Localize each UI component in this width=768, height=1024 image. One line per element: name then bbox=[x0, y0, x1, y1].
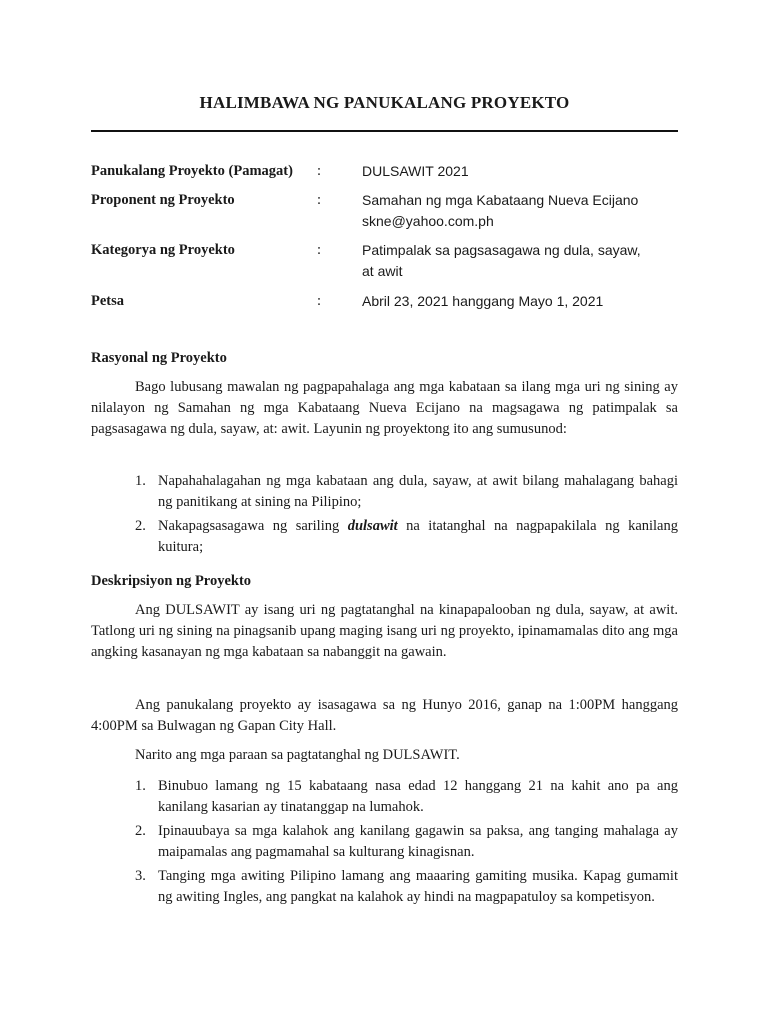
info-value-line: Patimpalak sa pagsasagawa ng dula, sayaw, bbox=[362, 242, 641, 258]
deskripsiyon-paragraph-2: Ang panukalang proyekto ay isasagawa sa ng Hunyo 2016, ganap na 1:00PM hanggang 4:00PM sa Bulwagan ng Gapan City Hall. bbox=[91, 697, 678, 734]
list-item bbox=[91, 821, 678, 863]
list-item bbox=[91, 776, 678, 818]
info-label: Petsa bbox=[91, 293, 125, 309]
rasyonal-list bbox=[91, 471, 678, 558]
deskripsiyon-paragraph-3: Narito ang mga paraan sa pagtatanghal ng DULSAWIT. bbox=[135, 747, 460, 763]
list-text: Binubuo lamang ng 15 kabataang nasa edad 12 hanggang 21 na kahit ano pa ang kanilang kasarian ay tinatanggap na lumahok. bbox=[158, 778, 678, 815]
info-value: Abril 23, 2021 hanggang Mayo 1, 2021 bbox=[362, 293, 604, 309]
info-colon: : bbox=[317, 242, 322, 258]
list-text: Tanging mga awiting Pilipino lamang ang maaaring gamiting musika. Kapag gumamit ng awiting Ingles, ang pangkat na kalahok ay hindi na magpapatuloy sa kompetisyon. bbox=[158, 868, 678, 905]
info-label: Kategorya ng Proyekto bbox=[91, 242, 235, 258]
section-heading-rasyonal: Rasyonal ng Proyekto bbox=[91, 350, 227, 366]
info-value-line: Samahan ng mga Kabataang Nueva Ecijano bbox=[362, 192, 639, 208]
info-value: DULSAWIT 2021 bbox=[362, 163, 469, 179]
list-text: Napahahalagahan ng mga kabataan ang dula, sayaw, at awit bilang mahalagang bahagi ng panitikang at sining na Pilipino; bbox=[158, 473, 678, 510]
list-number: 2. bbox=[135, 823, 146, 839]
info-colon: : bbox=[317, 163, 322, 179]
document-title: HALIMBAWA NG PANUKALANG PROYEKTO bbox=[199, 93, 570, 112]
list-text-emphasis: dulsawit bbox=[347, 518, 398, 534]
section-heading-deskripsiyon: Deskripsiyon ng Proyekto bbox=[91, 573, 252, 589]
info-value-email: skne@yahoo.com.ph bbox=[362, 213, 494, 229]
info-label: Panukalang Proyekto (Pamagat) bbox=[91, 163, 293, 179]
deskripsiyon-list bbox=[91, 776, 678, 908]
list-text: Nakapagsasagawa ng sariling bbox=[158, 518, 348, 534]
list-number: 1. bbox=[135, 778, 146, 794]
rasyonal-paragraph: Bago lubusang mawalan ng pagpapahalaga ang mga kabataan sa ilang mga uri ng sining ay nilalayon ng Samahan ng mga Kabataang Nueva Ecijano na magsagawa ng patimpalak sa pagsasagawa ng dula, sayaw, at: awit. Layunin ng proyektong ito ang sumusunod: bbox=[91, 379, 678, 437]
list-item bbox=[91, 866, 678, 908]
info-label: Proponent ng Proyekto bbox=[91, 192, 235, 208]
deskripsiyon-paragraph-1: Ang DULSAWIT ay isang uri ng pagtatanghal na kinapapalooban ng dula, sayaw, at awit. Tatlong uri ng sining na pinagsanib upang maging isang uri ng proyekto, ipinamamalas dito ang mga angking kasanayan ng mga kabataan sa nabanggit na gawain. bbox=[91, 602, 678, 660]
list-item bbox=[91, 471, 678, 513]
list-number: 1. bbox=[135, 473, 146, 489]
list-item bbox=[91, 516, 678, 558]
title-divider bbox=[91, 130, 678, 132]
list-text: na itatanghal na nagpapakilala ng kanilang kuitura; bbox=[158, 518, 678, 555]
list-text: Ipinauubaya sa mga kalahok ang kanilang gagawin sa paksa, ang tanging mahalaga ay maipamalas ang pagmamahal sa kulturang kinagisnan. bbox=[158, 823, 678, 860]
info-value bbox=[362, 190, 672, 232]
info-value bbox=[362, 240, 672, 282]
list-number: 2. bbox=[135, 518, 146, 534]
info-colon: : bbox=[317, 293, 322, 309]
list-number: 3. bbox=[135, 868, 146, 884]
info-value-line: at awit bbox=[362, 263, 403, 279]
info-colon: : bbox=[317, 192, 322, 208]
